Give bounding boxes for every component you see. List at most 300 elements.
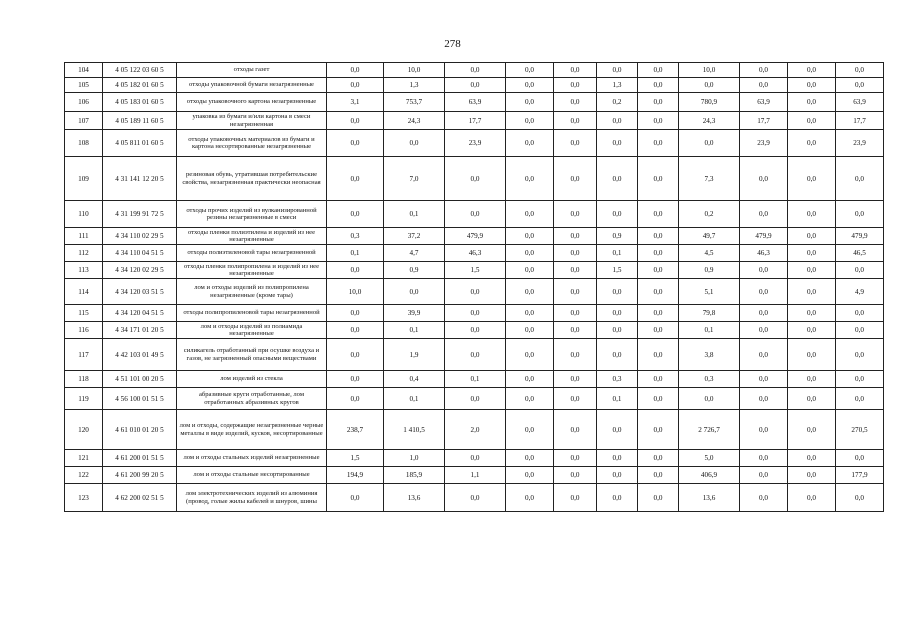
value-cell: 0,0: [638, 371, 679, 388]
value-cell: 0,0: [554, 63, 597, 78]
value-cell: 0,0: [836, 78, 884, 93]
value-cell: 0,0: [597, 339, 638, 371]
waste-name: отходы пленки полиэтилена и изделий из нее незагрязненные: [177, 228, 327, 245]
value-cell: 0,0: [788, 322, 836, 339]
value-cell: 0,0: [554, 322, 597, 339]
value-cell: 0,0: [597, 112, 638, 130]
value-cell: 24,3: [384, 112, 445, 130]
value-cell: 0,0: [554, 245, 597, 262]
value-cell: 0,1: [384, 322, 445, 339]
value-cell: 0,2: [679, 201, 740, 228]
value-cell: 4,9: [836, 279, 884, 305]
value-cell: 0,3: [597, 371, 638, 388]
value-cell: 0,0: [445, 388, 506, 410]
value-cell: 5,1: [679, 279, 740, 305]
value-cell: 10,0: [327, 279, 384, 305]
value-cell: 177,9: [836, 467, 884, 484]
value-cell: 7,3: [679, 157, 740, 201]
value-cell: 0,0: [788, 371, 836, 388]
waste-name: лом и отходы стальные несортированные: [177, 467, 327, 484]
row-number: 112: [65, 245, 103, 262]
value-cell: 479,9: [836, 228, 884, 245]
row-number: 106: [65, 93, 103, 112]
table-row: [65, 279, 884, 305]
value-cell: 0,0: [445, 339, 506, 371]
table-row: [65, 78, 884, 93]
value-cell: 0,0: [445, 279, 506, 305]
row-number: 122: [65, 467, 103, 484]
value-cell: 0,0: [836, 339, 884, 371]
table-row: [65, 228, 884, 245]
value-cell: 0,0: [445, 78, 506, 93]
value-cell: 17,7: [740, 112, 788, 130]
value-cell: 49,7: [679, 228, 740, 245]
value-cell: 1 410,5: [384, 410, 445, 450]
value-cell: 0,0: [740, 322, 788, 339]
value-cell: 0,1: [597, 388, 638, 410]
value-cell: 0,1: [384, 388, 445, 410]
value-cell: 0,0: [506, 410, 554, 450]
value-cell: 753,7: [384, 93, 445, 112]
value-cell: 1,5: [597, 262, 638, 279]
value-cell: 4,7: [384, 245, 445, 262]
value-cell: 2 726,7: [679, 410, 740, 450]
value-cell: 0,0: [788, 78, 836, 93]
row-number: 123: [65, 484, 103, 512]
value-cell: 0,0: [554, 157, 597, 201]
value-cell: 0,4: [384, 371, 445, 388]
waste-name: отходы полипропиленовой тары незагрязненной: [177, 305, 327, 322]
waste-code: 4 62 200 02 51 5: [103, 484, 177, 512]
value-cell: 1,9: [384, 339, 445, 371]
value-cell: 0,0: [445, 305, 506, 322]
value-cell: 23,9: [740, 130, 788, 157]
value-cell: 0,9: [679, 262, 740, 279]
value-cell: 0,0: [638, 262, 679, 279]
waste-code: 4 31 141 12 20 5: [103, 157, 177, 201]
waste-code: 4 34 110 04 51 5: [103, 245, 177, 262]
value-cell: 0,0: [554, 93, 597, 112]
value-cell: 0,0: [740, 157, 788, 201]
value-cell: 0,0: [554, 467, 597, 484]
value-cell: 0,0: [788, 63, 836, 78]
value-cell: 0,0: [506, 63, 554, 78]
waste-name: лом и отходы стальных изделий незагрязненные: [177, 450, 327, 467]
waste-name: силикагель отработанный при осушке воздуха и газов, не загрязненный опасными веществами: [177, 339, 327, 371]
value-cell: 1,5: [327, 450, 384, 467]
value-cell: 0,0: [679, 78, 740, 93]
row-number: 105: [65, 78, 103, 93]
value-cell: 0,0: [445, 157, 506, 201]
value-cell: 0,0: [384, 130, 445, 157]
value-cell: 3,1: [327, 93, 384, 112]
value-cell: 37,2: [384, 228, 445, 245]
waste-code: 4 05 122 03 60 5: [103, 63, 177, 78]
value-cell: 0,0: [836, 262, 884, 279]
value-cell: 7,0: [384, 157, 445, 201]
value-cell: 39,9: [384, 305, 445, 322]
value-cell: 0,0: [506, 279, 554, 305]
value-cell: 0,0: [836, 305, 884, 322]
value-cell: 0,0: [327, 157, 384, 201]
value-cell: 0,1: [445, 371, 506, 388]
value-cell: 0,0: [788, 112, 836, 130]
table-row: [65, 201, 884, 228]
value-cell: 0,0: [327, 305, 384, 322]
value-cell: 0,0: [506, 388, 554, 410]
value-cell: 0,0: [740, 78, 788, 93]
value-cell: 10,0: [679, 63, 740, 78]
value-cell: 0,0: [638, 388, 679, 410]
value-cell: 0,0: [638, 245, 679, 262]
value-cell: 0,0: [597, 201, 638, 228]
waste-name: отходы прочих изделий из вулканизированной резины незагрязненные в смеси: [177, 201, 327, 228]
value-cell: 63,9: [445, 93, 506, 112]
waste-name: лом и отходы изделий из полипропилена незагрязненные (кроме тары): [177, 279, 327, 305]
value-cell: 0,0: [506, 262, 554, 279]
value-cell: 0,0: [327, 371, 384, 388]
value-cell: 0,0: [638, 201, 679, 228]
value-cell: 0,0: [597, 157, 638, 201]
value-cell: 79,8: [679, 305, 740, 322]
value-cell: 0,0: [506, 78, 554, 93]
value-cell: 0,0: [638, 467, 679, 484]
row-number: 121: [65, 450, 103, 467]
value-cell: 1,5: [445, 262, 506, 279]
waste-code: 4 56 100 01 51 5: [103, 388, 177, 410]
waste-name: упаковка из бумаги и/или картона в смеси незагрязненная: [177, 112, 327, 130]
value-cell: 63,9: [740, 93, 788, 112]
table-row: [65, 371, 884, 388]
value-cell: 0,0: [740, 484, 788, 512]
value-cell: 0,1: [384, 201, 445, 228]
waste-code: 4 05 189 11 60 5: [103, 112, 177, 130]
value-cell: 0,0: [506, 305, 554, 322]
value-cell: 0,0: [788, 450, 836, 467]
value-cell: 0,0: [638, 112, 679, 130]
value-cell: 0,0: [384, 279, 445, 305]
value-cell: 24,3: [679, 112, 740, 130]
value-cell: 0,0: [638, 157, 679, 201]
value-cell: 23,9: [836, 130, 884, 157]
value-cell: 0,0: [788, 130, 836, 157]
value-cell: 0,0: [597, 467, 638, 484]
value-cell: 0,0: [506, 228, 554, 245]
value-cell: 0,0: [554, 450, 597, 467]
table-row: [65, 63, 884, 78]
value-cell: 0,0: [788, 410, 836, 450]
value-cell: 0,0: [506, 484, 554, 512]
value-cell: 0,0: [740, 371, 788, 388]
value-cell: 0,0: [445, 450, 506, 467]
value-cell: 0,0: [597, 279, 638, 305]
value-cell: 0,0: [506, 112, 554, 130]
table-row: [65, 388, 884, 410]
value-cell: 0,0: [788, 305, 836, 322]
row-number: 120: [65, 410, 103, 450]
value-cell: 0,0: [836, 450, 884, 467]
value-cell: 0,0: [679, 130, 740, 157]
value-cell: 0,0: [597, 484, 638, 512]
value-cell: 0,0: [740, 305, 788, 322]
table-row: [65, 450, 884, 467]
page-number: 278: [444, 38, 461, 50]
table-row: [65, 322, 884, 339]
value-cell: 0,0: [445, 63, 506, 78]
value-cell: 0,1: [597, 245, 638, 262]
value-cell: 0,0: [836, 371, 884, 388]
value-cell: 0,0: [506, 93, 554, 112]
value-cell: 0,1: [679, 322, 740, 339]
value-cell: 1,3: [384, 78, 445, 93]
waste-code: 4 61 010 01 20 5: [103, 410, 177, 450]
value-cell: 0,0: [327, 322, 384, 339]
value-cell: 479,9: [740, 228, 788, 245]
value-cell: 0,0: [836, 157, 884, 201]
value-cell: 0,0: [506, 339, 554, 371]
row-number: 107: [65, 112, 103, 130]
value-cell: 17,7: [445, 112, 506, 130]
row-number: 110: [65, 201, 103, 228]
value-cell: 13,6: [679, 484, 740, 512]
value-cell: 0,0: [788, 228, 836, 245]
value-cell: 0,0: [788, 339, 836, 371]
table-row: [65, 157, 884, 201]
value-cell: 0,0: [327, 262, 384, 279]
value-cell: 0,0: [740, 410, 788, 450]
waste-name: отходы газет: [177, 63, 327, 78]
value-cell: 0,0: [638, 78, 679, 93]
value-cell: 0,0: [445, 201, 506, 228]
value-cell: 0,0: [506, 130, 554, 157]
value-cell: 0,0: [788, 157, 836, 201]
value-cell: 0,0: [740, 262, 788, 279]
value-cell: 3,8: [679, 339, 740, 371]
row-number: 104: [65, 63, 103, 78]
waste-code: 4 42 103 01 49 5: [103, 339, 177, 371]
table-row: [65, 112, 884, 130]
value-cell: 23,9: [445, 130, 506, 157]
waste-code: 4 34 171 01 20 5: [103, 322, 177, 339]
value-cell: 0,0: [638, 450, 679, 467]
value-cell: 0,2: [597, 93, 638, 112]
waste-name: абразивные круги отработанные, лом отработанных абразивных кругов: [177, 388, 327, 410]
value-cell: 0,0: [638, 130, 679, 157]
value-cell: 0,0: [836, 201, 884, 228]
value-cell: 0,0: [788, 245, 836, 262]
table-row: [65, 467, 884, 484]
table-row: [65, 245, 884, 262]
value-cell: 0,0: [327, 63, 384, 78]
value-cell: 0,0: [506, 245, 554, 262]
value-cell: 0,0: [597, 305, 638, 322]
value-cell: 0,0: [638, 410, 679, 450]
value-cell: 0,0: [327, 201, 384, 228]
waste-name: лом изделий из стекла: [177, 371, 327, 388]
value-cell: 0,0: [554, 112, 597, 130]
value-cell: 238,7: [327, 410, 384, 450]
value-cell: 0,0: [554, 201, 597, 228]
value-cell: 0,0: [554, 279, 597, 305]
value-cell: 2,0: [445, 410, 506, 450]
table-row: [65, 410, 884, 450]
value-cell: 0,0: [506, 371, 554, 388]
table-row: [65, 484, 884, 512]
row-number: 116: [65, 322, 103, 339]
waste-name: отходы упаковочного картона незагрязненные: [177, 93, 327, 112]
value-cell: 0,9: [597, 228, 638, 245]
value-cell: 0,0: [597, 410, 638, 450]
value-cell: 17,7: [836, 112, 884, 130]
value-cell: 0,0: [554, 78, 597, 93]
waste-name: отходы пленки полипропилена и изделий из нее незагрязненные: [177, 262, 327, 279]
value-cell: 63,9: [836, 93, 884, 112]
value-cell: 0,0: [327, 78, 384, 93]
value-cell: 0,0: [506, 467, 554, 484]
value-cell: 0,0: [506, 322, 554, 339]
value-cell: 0,0: [788, 467, 836, 484]
row-number: 115: [65, 305, 103, 322]
waste-name: лом электротехнических изделий из алюминия (провод, голые жилы кабелей и шнуров, шины: [177, 484, 327, 512]
value-cell: 0,0: [679, 388, 740, 410]
value-cell: 0,0: [740, 63, 788, 78]
waste-code: 4 34 120 03 51 5: [103, 279, 177, 305]
value-cell: 780,9: [679, 93, 740, 112]
value-cell: 0,0: [638, 339, 679, 371]
table-row: [65, 130, 884, 157]
value-cell: 0,0: [445, 484, 506, 512]
value-cell: 46,3: [740, 245, 788, 262]
value-cell: 1,3: [597, 78, 638, 93]
waste-name: лом и отходы изделий из полиамида незагрязненные: [177, 322, 327, 339]
value-cell: 5,0: [679, 450, 740, 467]
value-cell: 0,0: [788, 262, 836, 279]
row-number: 118: [65, 371, 103, 388]
waste-table: [64, 62, 884, 512]
waste-code: 4 61 200 99 20 5: [103, 467, 177, 484]
value-cell: 0,0: [554, 262, 597, 279]
value-cell: 479,9: [445, 228, 506, 245]
value-cell: 0,0: [638, 93, 679, 112]
waste-name: отходы упаковочной бумаги незагрязненные: [177, 78, 327, 93]
value-cell: 0,0: [788, 201, 836, 228]
value-cell: 0,0: [740, 339, 788, 371]
row-number: 114: [65, 279, 103, 305]
value-cell: 0,0: [788, 388, 836, 410]
value-cell: 0,0: [554, 371, 597, 388]
value-cell: 0,0: [836, 63, 884, 78]
waste-code: 4 31 199 91 72 5: [103, 201, 177, 228]
value-cell: 0,0: [445, 322, 506, 339]
value-cell: 1,0: [384, 450, 445, 467]
value-cell: 46,5: [836, 245, 884, 262]
waste-code: 4 05 182 01 60 5: [103, 78, 177, 93]
value-cell: 0,0: [836, 484, 884, 512]
waste-code: 4 05 811 01 60 5: [103, 130, 177, 157]
row-number: 111: [65, 228, 103, 245]
waste-name: отходы полиэтиленовой тары незагрязненной: [177, 245, 327, 262]
table-row: [65, 262, 884, 279]
value-cell: 0,0: [554, 484, 597, 512]
value-cell: 406,9: [679, 467, 740, 484]
value-cell: 0,0: [638, 305, 679, 322]
value-cell: 0,0: [327, 339, 384, 371]
value-cell: 0,0: [327, 112, 384, 130]
value-cell: 0,1: [327, 245, 384, 262]
value-cell: 0,3: [327, 228, 384, 245]
value-cell: 0,0: [327, 130, 384, 157]
value-cell: 0,0: [788, 279, 836, 305]
value-cell: 0,0: [638, 279, 679, 305]
value-cell: 46,3: [445, 245, 506, 262]
value-cell: 0,0: [638, 322, 679, 339]
value-cell: 0,0: [836, 388, 884, 410]
value-cell: 0,0: [638, 484, 679, 512]
waste-code: 4 61 200 01 51 5: [103, 450, 177, 467]
value-cell: 0,0: [740, 450, 788, 467]
row-number: 117: [65, 339, 103, 371]
value-cell: 0,3: [679, 371, 740, 388]
value-cell: 0,0: [327, 388, 384, 410]
value-cell: 0,0: [554, 228, 597, 245]
value-cell: 0,0: [740, 201, 788, 228]
value-cell: 0,0: [554, 388, 597, 410]
value-cell: 0,0: [638, 228, 679, 245]
value-cell: 0,0: [638, 63, 679, 78]
value-cell: 194,9: [327, 467, 384, 484]
row-number: 108: [65, 130, 103, 157]
value-cell: 0,0: [740, 388, 788, 410]
value-cell: 0,0: [506, 157, 554, 201]
value-cell: 0,0: [597, 322, 638, 339]
value-cell: 0,0: [554, 130, 597, 157]
value-cell: 185,9: [384, 467, 445, 484]
row-number: 113: [65, 262, 103, 279]
value-cell: 0,0: [597, 63, 638, 78]
row-number: 119: [65, 388, 103, 410]
value-cell: 0,0: [788, 93, 836, 112]
waste-code: 4 05 183 01 60 5: [103, 93, 177, 112]
value-cell: 1,1: [445, 467, 506, 484]
value-cell: 0,0: [554, 305, 597, 322]
value-cell: 0,0: [506, 201, 554, 228]
value-cell: 0,0: [554, 410, 597, 450]
value-cell: 0,0: [836, 322, 884, 339]
waste-code: 4 34 110 02 29 5: [103, 228, 177, 245]
value-cell: 270,5: [836, 410, 884, 450]
value-cell: 0,9: [384, 262, 445, 279]
value-cell: 0,0: [327, 484, 384, 512]
waste-code: 4 51 101 00 20 5: [103, 371, 177, 388]
value-cell: 0,0: [597, 130, 638, 157]
value-cell: 13,6: [384, 484, 445, 512]
table-row: [65, 339, 884, 371]
table-row: [65, 93, 884, 112]
value-cell: 0,0: [740, 467, 788, 484]
value-cell: 4,5: [679, 245, 740, 262]
value-cell: 0,0: [740, 279, 788, 305]
value-cell: 0,0: [597, 450, 638, 467]
value-cell: 0,0: [506, 450, 554, 467]
table-row: [65, 305, 884, 322]
value-cell: 0,0: [788, 484, 836, 512]
waste-code: 4 34 120 02 29 5: [103, 262, 177, 279]
value-cell: 10,0: [384, 63, 445, 78]
waste-name: резиновая обувь, утратившая потребительские свойства, незагрязненная практически неопасная: [177, 157, 327, 201]
waste-code: 4 34 120 04 51 5: [103, 305, 177, 322]
value-cell: 0,0: [554, 339, 597, 371]
row-number: 109: [65, 157, 103, 201]
